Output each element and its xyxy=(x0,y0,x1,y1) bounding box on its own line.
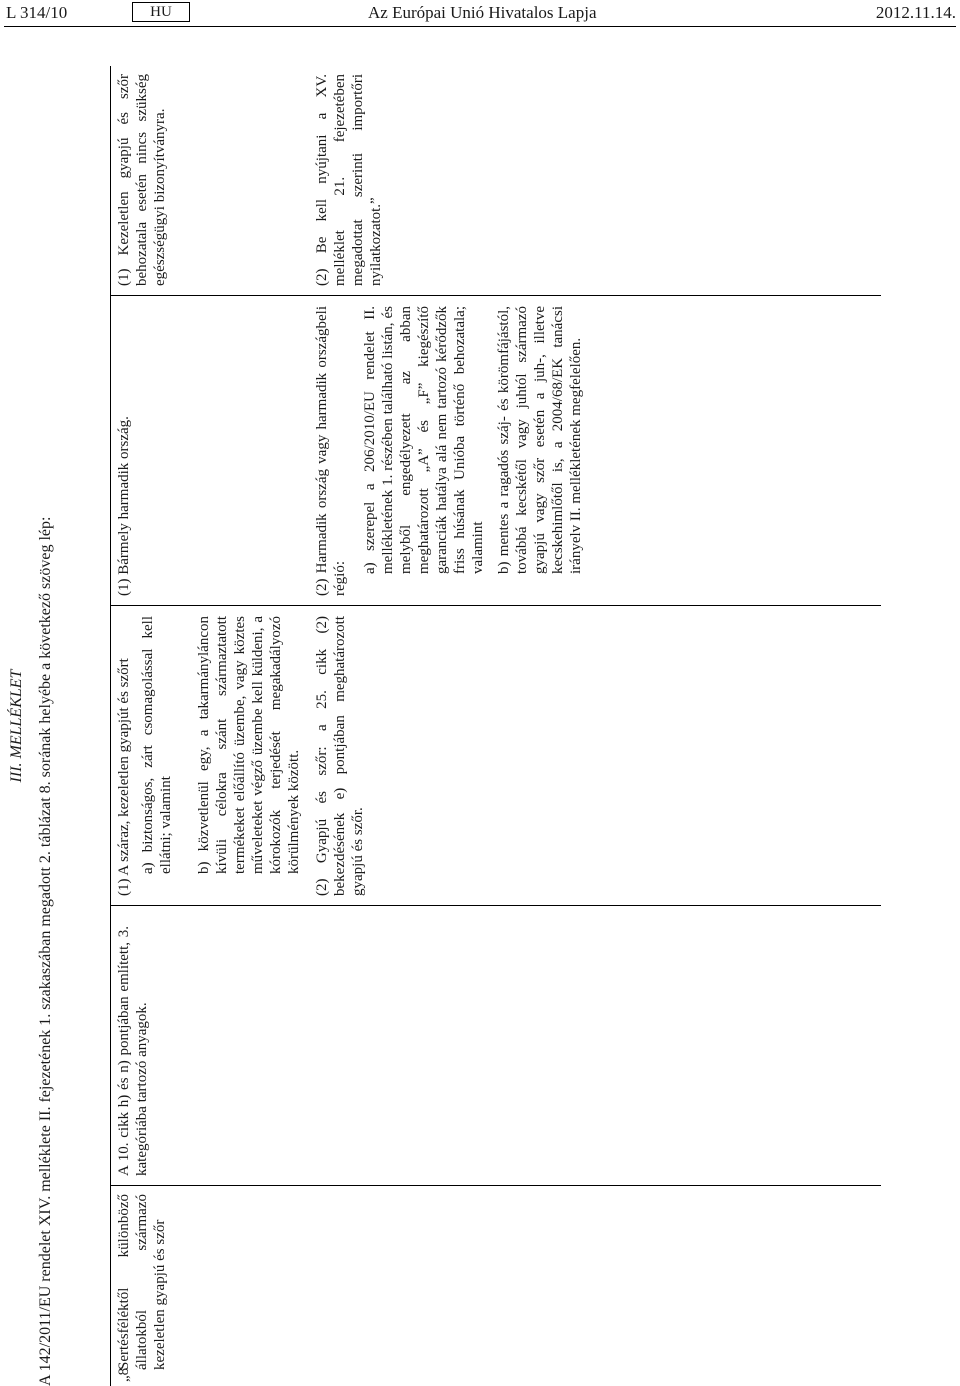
origin-para-2b: b) mentes a ragadós száj- és körömfájástól, továbbá kecskétől vagy juhtól származó gyapjú vagy szőr esetén a juh-, illetve kecskehimlőtől is, a 2004/68/EK tanácsi irányelv II. mellékletének megfelelően. xyxy=(496,306,584,574)
origin-para-2: (2) Harmadik ország vagy harmadik országbeli régió: xyxy=(314,306,348,596)
rotated-page-body xyxy=(0,66,880,1386)
conditions-para-1: (1) A száraz, kezeletlen gyapjút és szőrt xyxy=(116,658,132,896)
conditions-para-1a: a) biztonságos, zárt csomagolással kell ellátni; valamint xyxy=(140,616,174,874)
certificate-para-2: (2) Be kell nyújtani a XV. melléklet 21. fejezetében megadottat szerinti importőri nyilatkozatot.” xyxy=(314,74,384,286)
header-rule xyxy=(4,26,956,27)
column-certificate xyxy=(111,66,881,296)
origin-para-1: (1) Bármely harmadik ország. xyxy=(116,416,132,596)
page-header xyxy=(0,0,960,32)
legal-reference-cell: A 10. cikk h) és n) pontjában említett, 3. kategóriába tartozó anyagok. xyxy=(116,926,150,1176)
language-code-box: HU xyxy=(132,2,190,22)
material-cell: Sertésféléktől különböző állatokból származó kezeletlen gyapjú és szőr xyxy=(116,1194,168,1370)
column-origin xyxy=(111,295,881,606)
certificate-para-1: (1) Kezeletlen gyapjú és szőr behozatala esetén nincs szükség egészségügyi bizonyítványra. xyxy=(116,74,168,286)
origin-para-2a: a) szerepel a 206/2010/EU rendelet II. mellékletének 1. részében található listán, és melyből engedélyezett az abban meghatározott „A” és „F” kiegészítő garanciák hatálya alá nem tartozó kérődzők friss húsának Unióba történő behozatala; valamint xyxy=(362,306,486,574)
table xyxy=(110,66,881,1386)
column-legal-reference xyxy=(111,905,881,1186)
publication-date: 2012.11.14. xyxy=(875,3,956,22)
row-number: „8 xyxy=(116,1367,132,1382)
conditions-para-1b: b) közvetlenül egy, a takarmányláncon kívüli célokra szánt származtatott termékeket előállító üzembe, vagy köztes műveleteket végző üzembe kell küldeni, a kórokozók terjedését megakadályozó körülmények között. xyxy=(196,616,302,874)
column-conditions xyxy=(111,605,881,906)
page-reference: L 314/10 xyxy=(6,3,68,22)
journal-title: Az Európai Unió Hivatalos Lapja xyxy=(368,3,597,22)
annex-title: III. MELLÉKLET xyxy=(8,669,25,783)
intro-text xyxy=(37,86,55,1386)
column-material xyxy=(111,1185,881,1386)
conditions-para-2: (2) Gyapjú és szőr: a 25. cikk (2) bekezdésének e) pontjában meghatározott gyapjú és szőr. xyxy=(314,616,366,896)
intro-line-1: A 142/2011/EU rendelet XIV. melléklete II. fejezetének 1. szakaszában megadott 2. táblázat 8. sorának helyébe a következő szöveg lép: xyxy=(37,516,54,1386)
